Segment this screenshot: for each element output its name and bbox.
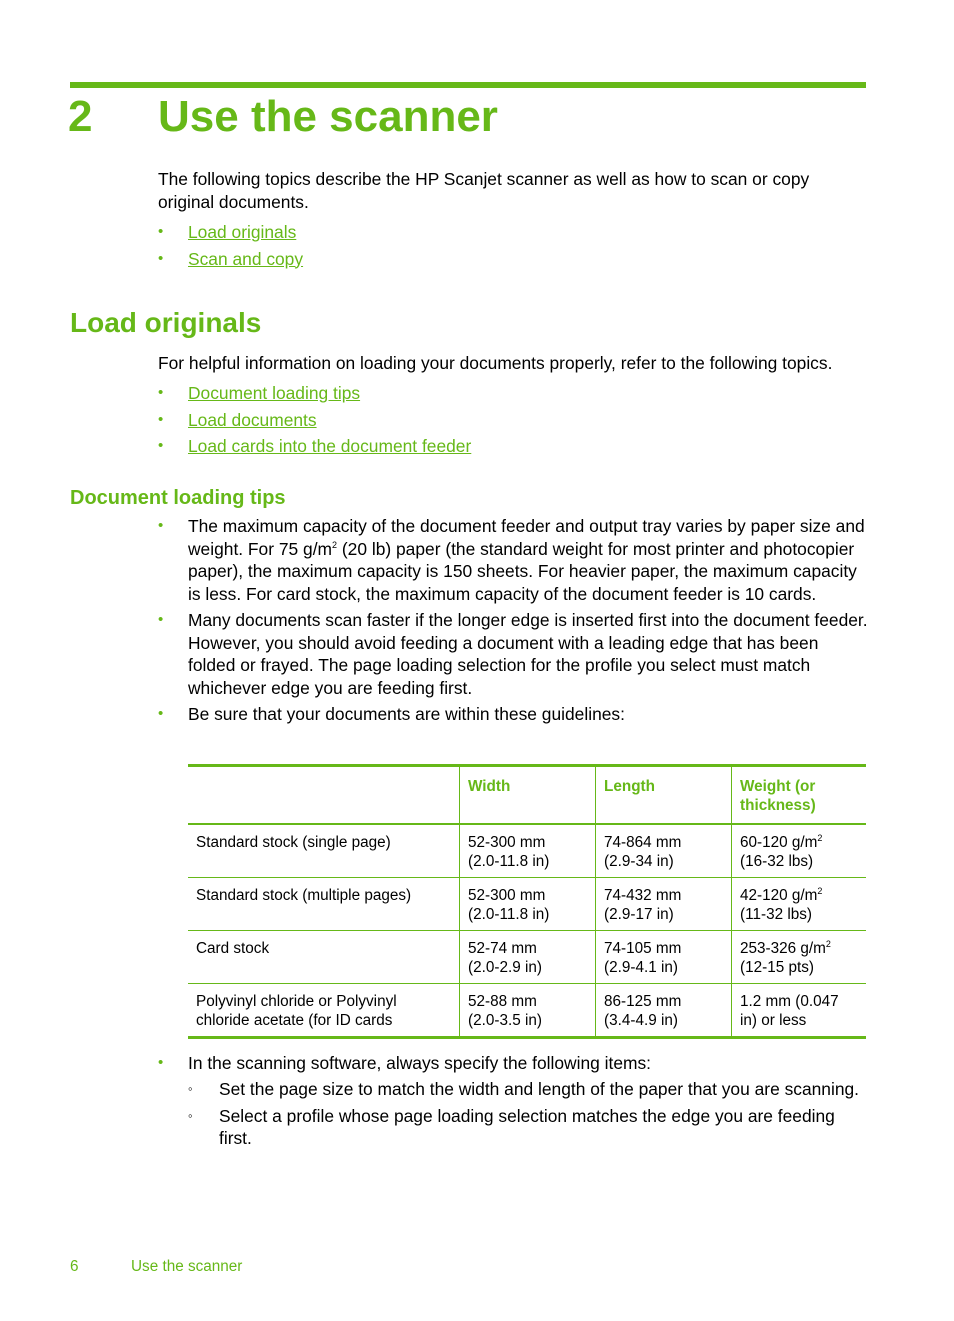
cell-length: 74-864 mm (2.9-34 in) <box>596 824 732 878</box>
chapter-number: 2 <box>68 92 93 141</box>
list-item <box>158 435 868 458</box>
cell-length: 74-432 mm (2.9-17 in) <box>596 878 732 931</box>
cell-width: 52-88 mm (2.0-3.5 in) <box>460 984 596 1038</box>
cell-type: Card stock <box>188 931 460 984</box>
bullet-icon: • <box>158 611 164 628</box>
list-item <box>158 609 868 699</box>
bullet-icon: • <box>158 249 164 267</box>
tip-capacity-a: The maximum capacity of the document feeder and output tray varies by paper size and weight. For 75 g/m <box>188 516 865 559</box>
section-heading-load-originals: Load originals <box>70 307 262 338</box>
cell-type: Standard stock (single page) <box>188 824 460 878</box>
list-item <box>158 515 868 605</box>
tip-long-edge: Many documents scan faster if the longer edge is inserted first into the document feeder. However, you should avoid feeding a document with a leading edge that has been folded or frayed. The page loading selection for the profile you select must match whichever edge you are feeding first. <box>188 610 868 698</box>
bullet-icon: • <box>158 1054 164 1071</box>
tips-list <box>158 515 868 726</box>
sub-item-profile: Select a profile whose page loading selection matches the edge you are feeding first. <box>219 1105 835 1148</box>
table-row <box>188 931 866 984</box>
cell-width: 52-74 mm (2.0-2.9 in) <box>460 931 596 984</box>
cell-weight: 42-120 $g/m^2$ (11-32 lbs) <box>732 878 867 931</box>
cell-type: Polyvinyl chloride or Polyvinyl chloride acetate (for ID cards <box>188 984 460 1038</box>
cell-weight: 1.2 mm (0.047 in) or less <box>732 984 867 1038</box>
link-load-documents[interactable]: Load documents <box>188 409 317 430</box>
list-item <box>158 1052 868 1075</box>
list-item <box>158 703 868 726</box>
load-originals-link-list <box>158 382 868 458</box>
cell-weight: 253-326 $g/m^2$ (12-15 pts) <box>732 931 867 984</box>
software-list <box>158 1052 868 1075</box>
footer-title: Use the scanner <box>131 1258 243 1275</box>
bullet-icon: • <box>158 437 164 454</box>
column-header-width: Width <box>460 766 596 825</box>
tip-capacity-b: (20 lb) paper (the standard weight for most printer and photocopier paper), the maximum capacity is 150 sheets. For heavier paper, the maximum capacity is less. For card stock, the maximum capacity of the document feeder is 10 cards. <box>188 538 857 604</box>
chapter-title: Use the scanner <box>158 92 498 141</box>
tip-software: In the scanning software, always specify the following items: <box>188 1053 652 1073</box>
link-load-cards[interactable]: Load cards into the document feeder <box>188 436 472 456</box>
circle-bullet-icon: ◦ <box>188 1081 193 1096</box>
circle-bullet-icon: ◦ <box>188 1107 193 1123</box>
column-header-length: Length <box>596 766 732 825</box>
link-scan-and-copy[interactable]: Scan and copy <box>188 248 304 269</box>
bullet-icon: • <box>158 223 164 240</box>
table-row <box>188 878 866 931</box>
tip-guidelines: Be sure that your documents are within these guidelines: <box>188 704 625 724</box>
list-item <box>158 248 868 271</box>
load-originals-text: For helpful information on loading your documents properly, refer to the following topics. <box>158 353 833 373</box>
bullet-icon: • <box>158 517 164 534</box>
list-item <box>188 1105 868 1150</box>
cell-type: Standard stock (multiple pages) <box>188 878 460 931</box>
list-item <box>158 221 868 244</box>
list-item <box>158 382 868 405</box>
cell-weight: 60-120 $g/m^2$ (16-32 lbs) <box>732 824 867 878</box>
bullet-icon: • <box>158 410 164 428</box>
intro-link-list <box>158 221 868 270</box>
column-header-weight: Weight (or thickness) <box>732 766 867 825</box>
table-header-row <box>188 766 866 825</box>
column-header-type <box>188 766 460 825</box>
paper-guidelines-table <box>188 764 866 1039</box>
superscript: 2 <box>332 539 338 550</box>
software-sub-list <box>188 1078 868 1154</box>
cell-length: 86-125 mm (3.4-4.9 in) <box>596 984 732 1038</box>
intro-text: The following topics describe the HP Scanjet scanner as well as how to scan or copy original documents. <box>158 169 810 212</box>
table-row <box>188 984 866 1038</box>
cell-width: 52-300 mm (2.0-11.8 in) <box>460 824 596 878</box>
cell-width: 52-300 mm (2.0-11.8 in) <box>460 878 596 931</box>
sub-item-page-size: Set the page size to match the width and length of the paper that you are scanning. <box>219 1079 860 1099</box>
link-document-loading-tips[interactable]: Document loading tips <box>188 383 361 403</box>
footer-page-number: 6 <box>70 1258 79 1275</box>
bullet-icon: • <box>158 705 164 722</box>
link-load-originals[interactable]: Load originals <box>188 222 297 242</box>
bullet-icon: • <box>158 384 164 401</box>
list-item <box>188 1078 868 1101</box>
chapter-rule <box>70 82 866 88</box>
cell-length: 74-105 mm (2.9-4.1 in) <box>596 931 732 984</box>
table-row <box>188 824 866 878</box>
list-item <box>158 409 868 432</box>
section-heading-document-loading-tips: Document loading tips <box>70 487 286 509</box>
